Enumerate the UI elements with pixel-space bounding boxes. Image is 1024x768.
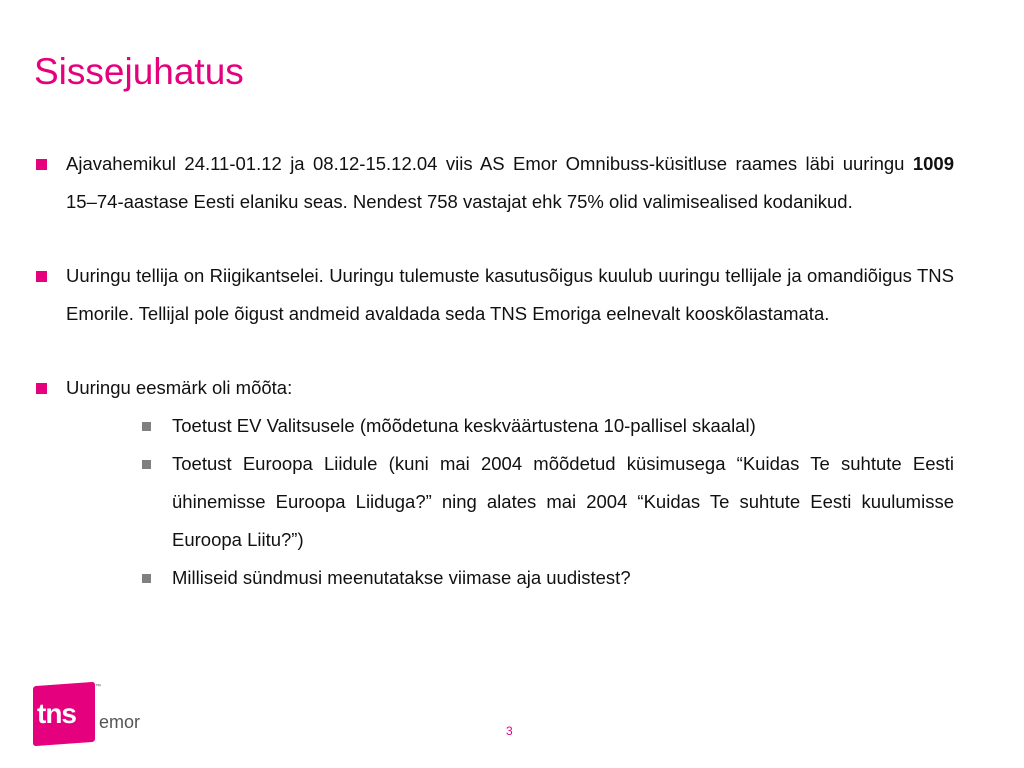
slide-body	[34, 145, 954, 597]
sub-bullet-list	[34, 407, 954, 597]
logo-trademark: ™	[95, 684, 101, 690]
logo-tns-text: tns	[37, 698, 76, 729]
bullet-text-pre: Ajavahemikul 24.11-01.12 ja 08.12-15.12.04 viis AS Emor Omnibuss-küsitluse raames läbi uuringu	[66, 153, 913, 174]
sub-bullet-text: Toetust Euroopa Liidule (kuni mai 2004 mõõdetud küsimusega “Kuidas Te suhtute Eesti ühinemisse Euroopa Liiduga?” ning alates mai 2004 “Kuidas Te suhtute Eesti kuulumisse Euroopa Liitu?”)	[172, 453, 954, 550]
square-bullet-icon	[36, 159, 47, 170]
bullet-item	[34, 369, 954, 407]
bullet-text: Uuringu tellija on Riigikantselei. Uuringu tulemuste kasutusõigus kuulub uuringu tellijale ja omandiõigus TNS Emorile. Tellijal pole õigust andmeid avaldada seda TNS Emoriga eelnevalt kooskõlastamata.	[66, 265, 954, 324]
page-number: 3	[506, 724, 513, 738]
bullet-item	[34, 145, 954, 221]
square-sub-bullet-icon	[142, 422, 151, 431]
sub-bullet-item	[140, 559, 954, 597]
square-bullet-icon	[36, 271, 47, 282]
bullet-text-post: 15–74-aastase Eesti elaniku seas. Nendest 758 vastajat ehk 75% olid valimisealised kodanikud.	[66, 191, 853, 212]
square-bullet-icon	[36, 383, 47, 394]
tns-emor-logo	[33, 684, 143, 746]
sub-bullet-item	[140, 445, 954, 559]
slide-title: Sissejuhatus	[34, 51, 244, 92]
bullet-text-bold: 1009	[912, 153, 954, 174]
logo-emor-text: emor	[99, 712, 141, 732]
square-sub-bullet-icon	[142, 460, 151, 469]
bullet-text: Uuringu eesmärk oli mõõta:	[66, 377, 293, 398]
sub-bullet-text: Toetust EV Valitsusele (mõõdetuna keskväärtustena 10-pallisel skaalal)	[172, 415, 756, 436]
square-sub-bullet-icon	[142, 574, 151, 583]
sub-bullet-text: Milliseid sündmusi meenutatakse viimase aja uudistest?	[172, 567, 631, 588]
sub-bullet-item	[140, 407, 954, 445]
bullet-item	[34, 257, 954, 333]
